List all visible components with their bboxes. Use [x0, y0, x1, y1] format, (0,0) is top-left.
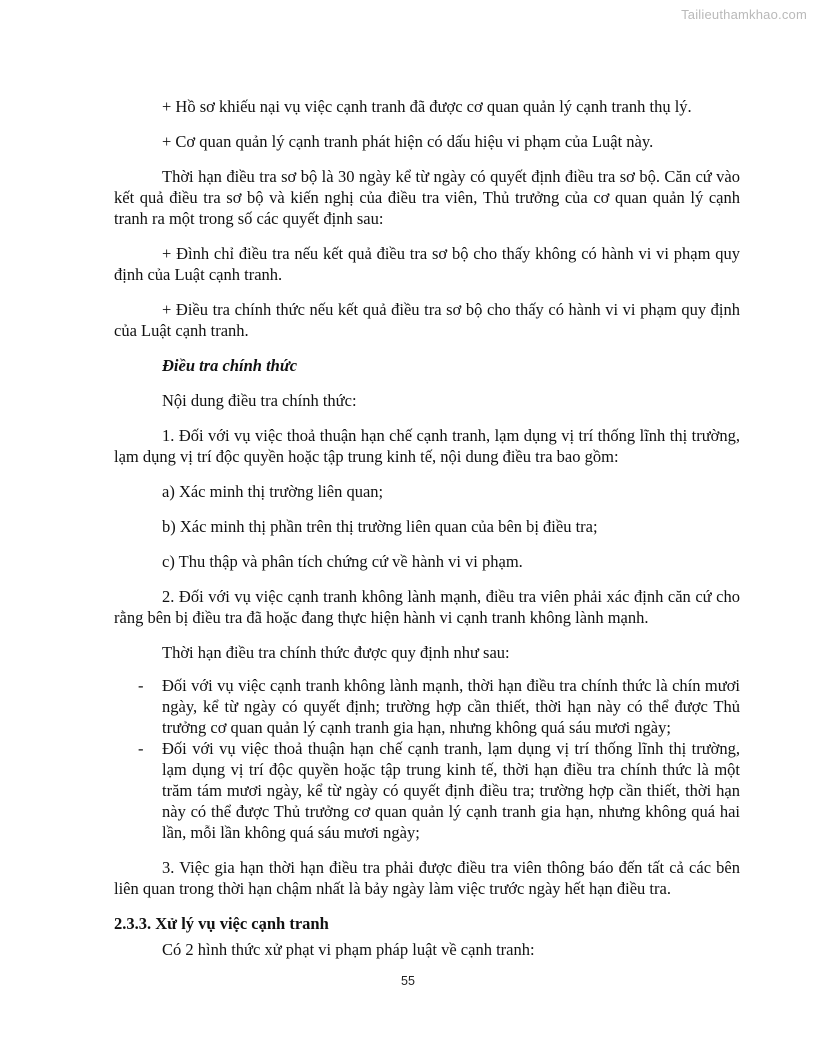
- list-item-text: Đối với vụ việc thoả thuận hạn chế cạnh tranh, lạm dụng vị trí thống lĩnh thị trường, lạm dụng vị trí độc quyền hoặc tập trung kinh tế, thời hạn điều tra chính thức là một trăm tám mươi ngày, kể từ ngày có quyết định điều tra; trường hợp cần thiết, thời hạn này có thể được Thủ trưởng cơ quan quản lý cạnh tranh gia hạn, nhưng không quá hai lần, mỗi lần không quá sáu mươi ngày;: [162, 739, 740, 842]
- paragraph: b) Xác minh thị phần trên thị trường liên quan của bên bị điều tra;: [162, 517, 598, 536]
- paragraph: Nội dung điều tra chính thức:: [162, 391, 357, 410]
- watermark: Tailieuthamkhao.com: [681, 7, 807, 22]
- paragraph: 2. Đối với vụ việc cạnh tranh không lành mạnh, điều tra viên phải xác định căn cứ cho rằng bên bị điều tra đã hoặc đang thực hiện hành vi cạnh tranh không lành mạnh.: [114, 587, 740, 627]
- dash-marker: -: [138, 739, 144, 758]
- document-body: [114, 96, 740, 960]
- section-heading: 2.3.3. Xử lý vụ việc cạnh tranh: [114, 914, 329, 933]
- paragraph: Thời hạn điều tra chính thức được quy định như sau:: [162, 643, 510, 662]
- list-item-text: Đối với vụ việc cạnh tranh không lành mạnh, thời hạn điều tra chính thức là chín mươi ngày, kể từ ngày có quyết định; trường hợp cần thiết, thời hạn này có thể được Thủ trưởng cơ quan quản lý cạnh tranh gia hạn, nhưng không quá sáu mươi ngày;: [162, 676, 740, 737]
- list-item: [114, 738, 740, 843]
- paragraph: + Cơ quan quản lý cạnh tranh phát hiện có dấu hiệu vi phạm của Luật này.: [162, 132, 654, 151]
- dash-list: [114, 675, 740, 843]
- page-number: 55: [401, 974, 415, 988]
- subheading: Điều tra chính thức: [162, 356, 298, 375]
- paragraph: 3. Việc gia hạn thời hạn điều tra phải được điều tra viên thông báo đến tất cả các bên liên quan trong thời hạn chậm nhất là bảy ngày làm việc trước ngày hết hạn điều tra.: [114, 858, 740, 898]
- paragraph: Có 2 hình thức xử phạt vi phạm pháp luật về cạnh tranh:: [162, 940, 535, 959]
- paragraph: a) Xác minh thị trường liên quan;: [162, 482, 384, 501]
- paragraph: Thời hạn điều tra sơ bộ là 30 ngày kể từ ngày có quyết định điều tra sơ bộ. Căn cứ vào kết quả điều tra sơ bộ và kiến nghị của điều tra viên, Thủ trưởng của cơ quan quản lý cạnh tranh ra một trong số các quyết định sau:: [114, 167, 740, 228]
- paragraph: + Hồ sơ khiếu nại vụ việc cạnh tranh đã được cơ quan quản lý cạnh tranh thụ lý.: [162, 97, 692, 116]
- dash-marker: -: [138, 676, 144, 695]
- paragraph: c) Thu thập và phân tích chứng cứ về hành vi vi phạm.: [162, 552, 523, 571]
- paragraph: + Điều tra chính thức nếu kết quả điều tra sơ bộ cho thấy có hành vi vi phạm quy định của Luật cạnh tranh.: [114, 300, 740, 340]
- list-item: [114, 675, 740, 738]
- paragraph: + Đình chỉ điều tra nếu kết quả điều tra sơ bộ cho thấy không có hành vi vi phạm quy định của Luật cạnh tranh.: [114, 244, 740, 284]
- paragraph: 1. Đối với vụ việc thoả thuận hạn chế cạnh tranh, lạm dụng vị trí thống lĩnh thị trường, lạm dụng vị trí độc quyền hoặc tập trung kinh tế, nội dung điều tra bao gồm:: [114, 426, 740, 466]
